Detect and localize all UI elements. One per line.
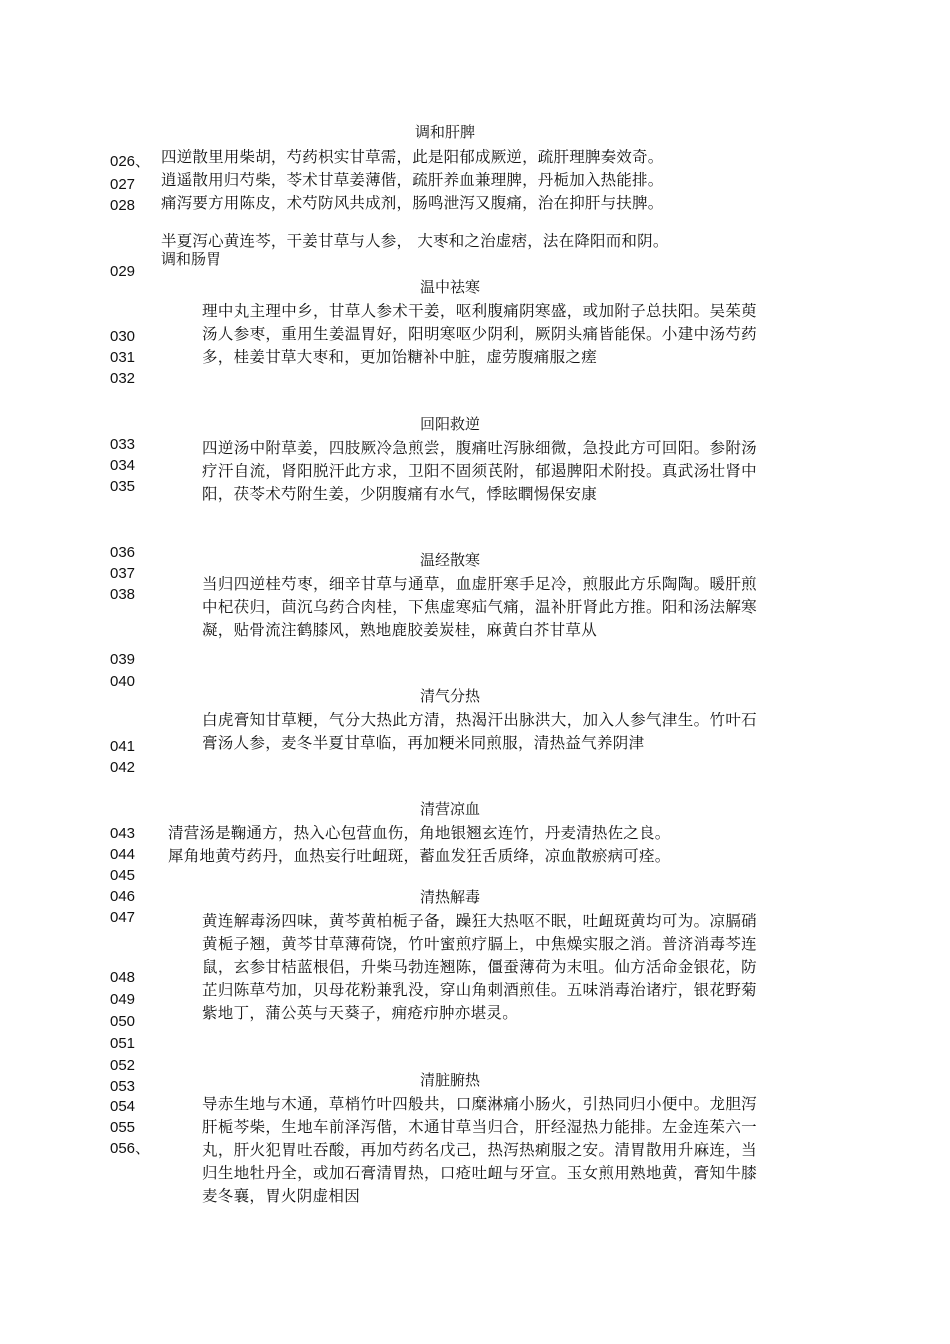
- line-number: 047: [110, 909, 136, 926]
- line-number: 034: [110, 457, 136, 474]
- verse-paragraph: 四逆汤中附草姜，四肢厥冷急煎尝，腹痛吐泻脉细微，急投此方可回阳。参附汤疗汗自流，肾阳脱汗此方求，卫阳不固须芪附，郁遏脾阳术附投。真武汤壮肾中阳，茯苓术芍附生姜，少阴腹痛有水气，悸眩瞤惕保安康: [202, 439, 757, 503]
- line-number: 028: [110, 197, 136, 214]
- line-number: 036: [110, 544, 136, 561]
- line-number: 050: [110, 1013, 136, 1030]
- line-number: 046: [110, 888, 136, 905]
- verse-paragraph: 理中丸主理中乡，甘草人参术干姜，呕利腹痛阴寒盛，或加附子总扶阳。吴茱萸汤人参枣，重用生姜温胃好，阳明寒呕少阴利，厥阴头痛皆能保。小建中汤芍药多，桂姜甘草大枣和，更加饴糖补中脏，虚劳腹痛服之瘥: [202, 302, 757, 366]
- section-title: 回阳救逆: [420, 415, 481, 433]
- line-number: 033: [110, 436, 136, 453]
- line-number: 054: [110, 1098, 136, 1115]
- section-title: 调和肝脾: [415, 123, 476, 141]
- verse-paragraph: 黄连解毒汤四味，黄芩黄柏栀子备，躁狂大热呕不眠，吐衄斑黄均可为。凉膈硝黄栀子翘，黄芩甘草薄荷饶，竹叶蜜煎疗膈上，中焦燥实服之消。普济消毒芩连鼠，玄参甘桔蓝根侣，升柴马勃连翘陈，僵蚕薄荷为末咀。仙方活命金银花，防芷归陈草芍加，贝母花粉兼乳没，穿山角刺酒煎佳。五味消毒治诸疔，银花野菊紫地丁，蒲公英与天葵子，痈疮疖肿亦堪灵。: [202, 912, 757, 1022]
- section-title: 清脏腑热: [420, 1071, 481, 1089]
- line-number: 030: [110, 328, 136, 345]
- line-number: 045: [110, 867, 136, 884]
- line-number: 041: [110, 738, 136, 755]
- line-number: 056、: [110, 1140, 151, 1157]
- line-number: 032: [110, 370, 136, 387]
- section-title: 温中祛寒: [420, 278, 481, 296]
- line-number: 043: [110, 825, 136, 842]
- line-number: 026、: [110, 153, 151, 170]
- line-number: 035: [110, 478, 136, 495]
- verse-paragraph: 白虎膏知甘草粳，气分大热此方清，热渴汗出脉洪大，加入人参气津生。竹叶石膏汤人参，麦冬半夏甘草临，再加粳米同煎服，清热益气养阴津: [202, 711, 757, 752]
- line-number: 053: [110, 1078, 136, 1095]
- line-number: 044: [110, 846, 136, 863]
- verse-line: 四逆散里用柴胡，芍药枳实甘草需，此是阳郁成厥逆，疏肝理脾奏效奇。: [161, 148, 664, 166]
- line-number: 049: [110, 991, 136, 1008]
- line-number: 052: [110, 1057, 136, 1074]
- line-number: 040: [110, 673, 136, 690]
- line-number: 037: [110, 565, 136, 582]
- line-number: 029: [110, 263, 136, 280]
- line-number: 051: [110, 1035, 136, 1052]
- line-number: 055: [110, 1119, 136, 1136]
- verse-line: 半夏泻心黄连芩，干姜甘草与人参， 大枣和之治虚痞，法在降阳而和阴。: [161, 232, 669, 250]
- section-title: 调和肠胃: [161, 250, 222, 268]
- verse-paragraph: 导赤生地与木通，草梢竹叶四般共，口糜淋痛小肠火，引热同归小便中。龙胆泻肝栀芩柴，生地车前泽泻偕，木通甘草当归合，肝经湿热力能排。左金连茱六一丸，肝火犯胃吐吞酸，再加芍药名戊己，热泻热痢服之安。清胃散用升麻连，当归生地牡丹全，或加石膏清胃热，口疮吐衄与牙宣。玉女煎用熟地黄，膏知牛膝麦冬襄，胃火阴虚相因: [202, 1095, 757, 1205]
- line-number: 031: [110, 349, 136, 366]
- section-title: 温经散寒: [420, 551, 481, 569]
- verse-line: 痛泻要方用陈皮，术芍防风共成剂，肠鸣泄泻又腹痛，治在抑肝与扶脾。: [161, 194, 664, 212]
- verse-paragraph: 当归四逆桂芍枣，细辛甘草与通草，血虚肝寒手足冷，煎服此方乐陶陶。暖肝煎中杞茯归，茴沉乌药合肉桂，下焦虚寒疝气痛，温补肝肾此方推。阳和汤法解寒凝，贴骨流注鹤膝风，熟地鹿胶姜炭桂，麻黄白芥甘草从: [202, 575, 757, 639]
- section-title: 清气分热: [420, 687, 481, 705]
- line-number: 048: [110, 969, 136, 986]
- verse-line: 犀角地黄芍药丹，血热妄行吐衄斑，蓄血发狂舌质绛，凉血散瘀病可痊。: [168, 847, 671, 865]
- section-title: 清营凉血: [420, 800, 481, 818]
- line-number: 027: [110, 176, 136, 193]
- line-number: 039: [110, 651, 136, 668]
- line-number: 038: [110, 586, 136, 603]
- line-number: 042: [110, 759, 136, 776]
- section-title: 清热解毒: [420, 888, 481, 906]
- verse-line: 清营汤是鞠通方，热入心包营血伤，角地银翘玄连竹，丹麦清热佐之良。: [168, 824, 671, 842]
- verse-line: 逍遥散用归芍柴，苓术甘草姜薄偕，疏肝养血兼理脾，丹栀加入热能排。: [161, 171, 664, 189]
